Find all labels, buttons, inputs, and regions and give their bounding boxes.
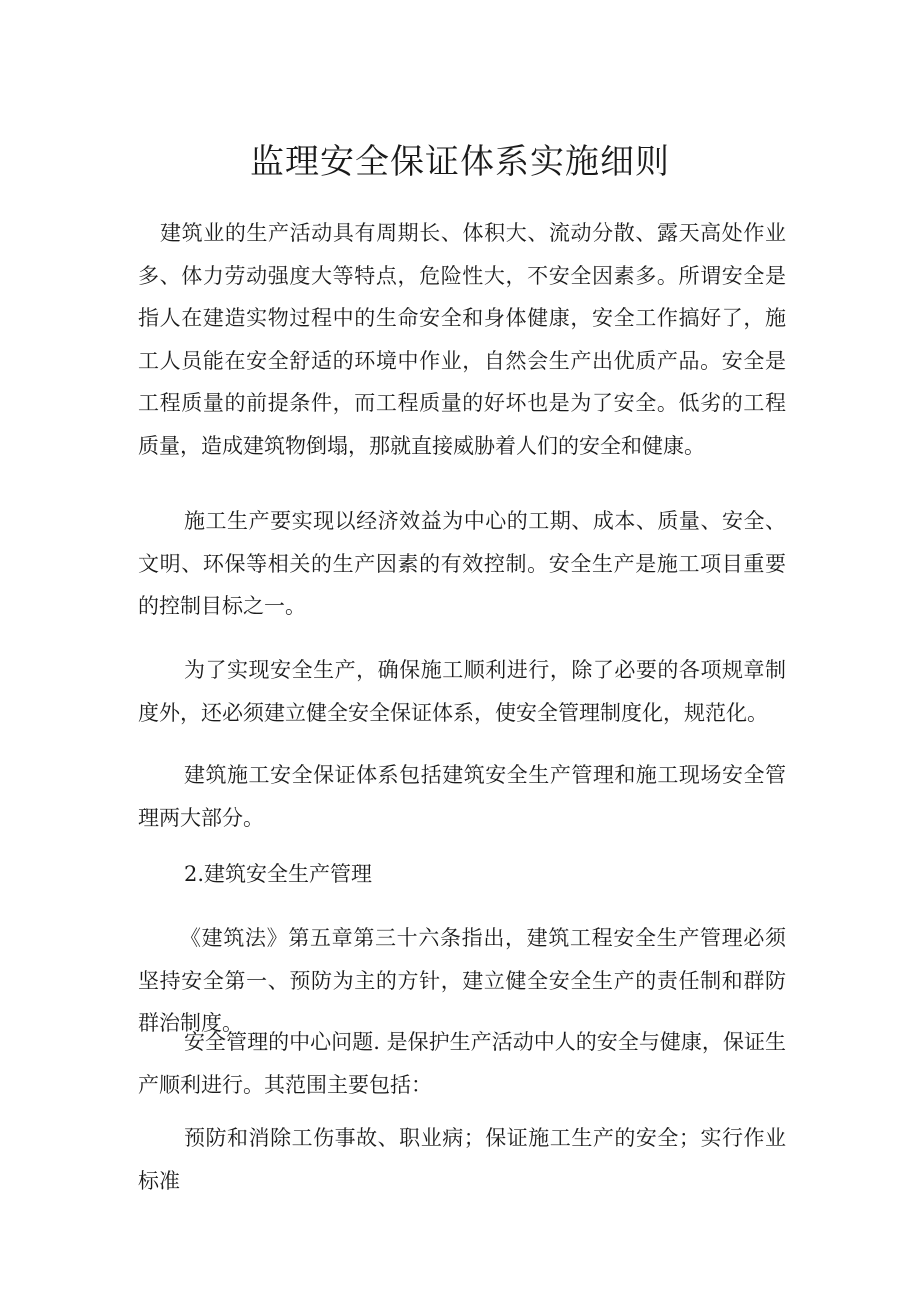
paragraph-intro: 建筑业的生产活动具有周期长、体积大、流动分散、露天高处作业多、体力劳动强度大等特点，危险性大，不安全因素多。所谓安全是指人在建造实物过程中的生命安全和身体健康，安全工作搞好了，施工人员能在安全舒适的环境中作业，自然会生产出优质产品。安全是工程质量的前提条件，而工程质量的好坏也是为了安全。低劣的工程质量，造成建筑物倒塌，那就直接威胁着人们的安全和健康。 xyxy=(138,221,786,458)
document-title: 监理安全保证体系实施细则 xyxy=(250,142,670,182)
paragraph-safety-system: 为了实现安全生产，确保施工顺利进行，除了必要的各项规章制度外，还必须建立健全安全保证体系，使安全管理制度化，规范化。 xyxy=(138,658,786,725)
paragraph-construction-law: 《建筑法》第五章第三十六条指出，建筑工程安全生产管理必须坚持安全第一、预防为主的方针，建立健全安全生产的责任制和群防群治制度。 xyxy=(138,926,786,1035)
paragraph-production-control: 施工生产要实现以经济效益为中心的工期、成本、质量、安全、文明、环保等相关的生产因素的有效控制。安全生产是施工项目重要的控制目标之一。 xyxy=(138,509,786,618)
section-heading: 2.建筑安全生产管理 xyxy=(184,862,373,886)
paragraph-management-center: 安全管理的中心问题. 是保护生产活动中人的安全与健康，保证生产顺利进行。其范围主要包括： xyxy=(138,1030,786,1097)
paragraph-system-parts: 建筑施工安全保证体系包括建筑安全生产管理和施工现场安全管理两大部分。 xyxy=(138,763,786,830)
paragraph-scope: 预防和消除工伤事故、职业病；保证施工生产的安全；实行作业标准 xyxy=(138,1126,786,1193)
